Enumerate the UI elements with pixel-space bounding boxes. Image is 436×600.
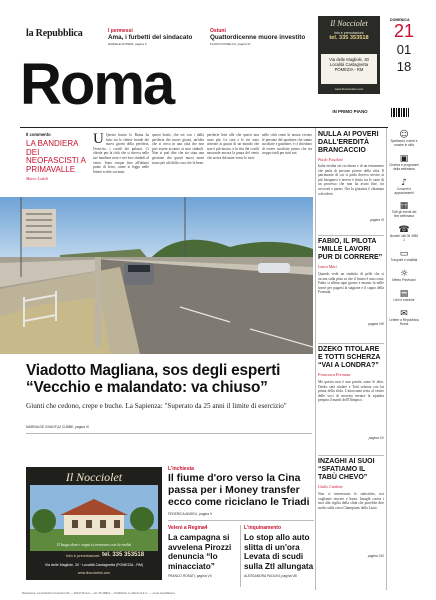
calendar-icon: ▦ [399, 201, 409, 212]
advert-phone: tel. 335 353518 [102, 552, 145, 558]
lead-rule [26, 433, 312, 434]
story-byline: FEDERICA ANGELI, pagina V [168, 512, 213, 516]
story-byline: FRANCO ROSATI, pagina VII [168, 574, 212, 579]
date-month: 01 [396, 42, 412, 57]
services-sidebar [389, 130, 419, 333]
advert-province: POMEZIA - RM [334, 67, 364, 72]
teaser-ama[interactable] [108, 28, 202, 46]
teaser-headline: Quattordicenne muore investito [210, 34, 306, 41]
right-article-poveri[interactable] [318, 131, 384, 222]
advert-info: Info e prenotazioni: [66, 553, 101, 558]
sidebar-item[interactable] [389, 249, 419, 263]
footer-strip [22, 591, 422, 596]
inchiesta-story[interactable] [168, 466, 314, 516]
divider [318, 235, 384, 236]
advert-web: www.ilnoccioleto.com [77, 571, 111, 575]
lead-deck: Giunti che cedono, crepe e buche. La Sapienza: "Superato da 25 anni il limite di esercizio" [26, 402, 287, 410]
advert-logo: Il Nocciolet [65, 470, 123, 484]
theater-icon: ☺ [399, 130, 409, 140]
advert-tagline: Il luogo dove i sogni si avverano con la realtà [57, 542, 131, 547]
article-page: pagina VIII [368, 322, 384, 326]
article-text: Ma questa non è una partita come le altre, Dzeko sarà titolare e Totti scherza con lui prima della sfida. L'attaccante resta al centro delle voci di mercato mentre la squadra prepara il match dell'Olimpico. [318, 380, 384, 403]
article-text: Italia eredita sei ricchezza e di un testamento che parla di persone povere della città. Il patrimonio di cui si parla doveva servire ai più bisognosi e invece è finito tra le carte di un processo che non ha avuto fine, tra avvocati e pareri. Ora la giustizia è chiamata a decidere. [318, 164, 384, 196]
barcode [391, 108, 409, 117]
book-icon: ▤ [399, 288, 409, 299]
right-article-pilota[interactable] [318, 238, 384, 326]
sidebar-item-text: Concerti e appuntamenti [394, 186, 414, 195]
advert-noccioleto-bottom[interactable] [26, 467, 162, 580]
advert-logo: Il Nocciolet [330, 19, 368, 28]
bus-icon: ▭ [399, 249, 409, 260]
story-kicker: Veleni a Regina4 [168, 525, 208, 531]
teaser-kicker: Ostuni [210, 28, 226, 34]
teaser-headline: Ama, i furbetti del sindacato [108, 34, 193, 41]
sidebar-item-text: Trasporti e viabilità [390, 258, 418, 263]
column-rule [315, 128, 316, 590]
date-box [386, 18, 422, 75]
divider [318, 455, 384, 456]
story-veleni[interactable] [168, 525, 238, 578]
sidebar-item[interactable] [389, 225, 419, 243]
advert-info: Info e prenotazioni: [333, 31, 365, 35]
lead-photo[interactable] [0, 197, 313, 354]
commento-col2: questi brutti, che sei con i dalla periferia dei nuovi giorni, un'idea che si cerca in una città che non può essere accanto ai suoi simboli. Non si può dire che sia stata una gestione che questi nuovi nomi siano più alti della cosa che fa bene. [152, 133, 204, 165]
sidebar-item[interactable] [389, 130, 419, 148]
footer-text: Redazione: via Cristoforo Colombo 90 — 00147 Roma — tel. 06 49821 — Pubblicità: A. Manzoni & C. — roma.repubblica.it [22, 591, 175, 595]
story-kicker: L'inquinamento [244, 525, 282, 531]
article-page: pagina XIX [367, 554, 384, 558]
advert-web: www.ilnoccioleto.com [334, 87, 364, 91]
story-inquinamento[interactable] [244, 525, 314, 578]
article-title: FABIO, IL PILOTA “MILLE LAVORI PUR DI CORRERE” [318, 238, 383, 261]
sidebar-item[interactable] [389, 309, 419, 327]
article-author: Laura Mari [318, 264, 337, 269]
advert-phone: tel. 335 353518 [329, 35, 369, 41]
commento-kicker: Il commento [26, 132, 51, 137]
movie-icon: ▣ [399, 153, 409, 164]
music-icon: ♪ [401, 177, 407, 188]
teaser-ostuni[interactable] [210, 28, 310, 46]
divider [240, 525, 241, 587]
teaser-byline: FLAVIO FUNIELLO, pagina VI [210, 41, 251, 46]
sidebar-rule [386, 128, 387, 590]
teaser-kicker: I permessi [108, 28, 133, 34]
commento-col1 [93, 133, 149, 195]
date-year: 18 [396, 59, 412, 74]
distant-car [258, 263, 290, 273]
viaduct-photo [0, 197, 313, 354]
mail-icon: ✉ [400, 308, 408, 319]
date-weekday: DOMENICA [390, 18, 410, 22]
article-page: pagina XV [368, 436, 384, 440]
city-title: Roma [20, 52, 174, 117]
date-day: 21 [393, 21, 415, 41]
sidebar-item-text: Numeri utili 06 4982 1 [389, 234, 419, 243]
story-byline: ALESSANDRA PAOLINI, pagina VIII [244, 574, 298, 579]
story-kicker: L'inchiesta [168, 466, 194, 472]
divider [168, 520, 314, 521]
advert-noccioleto-top[interactable] [318, 16, 380, 94]
article-author: Giulio Cardone [318, 484, 344, 489]
commento-title: LA BANDIERA DEI NEOFASCISTI A PRIMAVALLE [26, 139, 86, 174]
commento-author: Marco Lodoli [26, 176, 48, 182]
right-article-dzeko[interactable] [318, 346, 384, 440]
lead-headline[interactable]: Viadotto Magliana, sos degli esperti “Vecchio e malandato: va chiuso” [26, 362, 281, 396]
column-text: Questo brutto lo Roma ha fatto tra le chiuse fronde dei nuovi giorni della periferia, l'esercito, i cortili dei palazzi. Ci chiede per la città che si ritrova nelle sue bandiere nere e nei loro simboli al vento. Sono cinque fino all'ultimo ponte di ferro, come si legge nelle lettere scritte sui muri. [93, 133, 149, 174]
phone-icon: ☎ [398, 225, 410, 236]
commento-col4: nelle città come la nostra vivono le persone del quartiere che sanno ascoltare e guardare, e ci chiedono di essere ascoltate prima che sia troppo tardi per tutti noi. [262, 133, 312, 156]
lead-byline: MARINA DE GHANTUZ CUBBE, pagina III [26, 425, 89, 429]
article-author: Francesca Ferrazza [318, 372, 351, 377]
repubblica-logo: la Repubblica [26, 28, 83, 39]
in-primo-piano-label: IN PRIMO PIANO [332, 109, 368, 114]
sidebar-item-text: Libri e rubriche [393, 297, 415, 302]
sidebar-item-text: Cinema e programmi della settimana [389, 162, 419, 171]
commento-col3: periferie lette alle che questi non sono più. Le case e le vie sono arrivate ai guasti di un mondo che non è più nostro, e la vita dei cortili nasconde ancora la paura del vento che arriva dal mare verso le torri. [207, 133, 259, 160]
story-headline: La campagna si avvelena Pirozzi denuncia “Io minacciato” [168, 533, 232, 571]
story-headline: Lo stop allo auto slitta di un'ora Levata di scudi sulla Ztl allungata [244, 533, 314, 571]
story-headline: Il fiume d'oro verso la Cina passa per i Money transfer ecco come riciclano le Triadi [168, 473, 310, 508]
commento-block[interactable] [26, 132, 86, 181]
right-article-inzaghi[interactable] [318, 458, 384, 558]
sun-icon: ☼ [399, 268, 409, 279]
sidebar-item-text: Spettacoli, eventi e mostre in città [390, 139, 418, 147]
masthead-rule [20, 127, 388, 128]
sidebar-item[interactable] [389, 154, 419, 172]
advert-address: Via delle Magliole, 30 · Località Castagnetta (POMEZIA - RM) [44, 563, 144, 567]
sidebar-item-text: Tutti gli eventi del fine settimana [391, 210, 417, 219]
article-author: Paolo Foschini [318, 157, 343, 162]
advert-locality: Località Castagnetta [329, 62, 369, 67]
teaser-byline: DANIELE AUTIERI, pagina II [108, 41, 147, 46]
advert-address-box [321, 54, 377, 84]
article-title: INZAGHI AI SUOI “SFATIAMO IL TABÙ CHEVO” [318, 458, 375, 481]
dropcap: U [93, 133, 104, 147]
sidebar-item[interactable] [389, 201, 419, 219]
sidebar-item-text: Lettere a Repubblica Roma [389, 317, 419, 326]
article-title: DZEKO TITOLARE E TOTTI SCHERZA “VAI A LONDRA?” [318, 346, 381, 369]
divider [318, 343, 384, 344]
sidebar-item-text: Meteo Previsioni [392, 277, 416, 282]
article-page: pagina VI [370, 218, 384, 222]
sidebar-item[interactable] [389, 289, 419, 303]
sidebar-item[interactable] [389, 269, 419, 283]
article-text: Non ci interessano le statistiche, noi vogliamo vincere e basta. Inzaghi carica i suoi alla vigilia della sfida che potrebbe dire molto sulla corsa Champions della Lazio. [318, 492, 384, 510]
advert-address: Via delle Magliole, 30 [329, 57, 369, 62]
article-text: Quando vede un simbolo di pelle che si oscura sulla pista sa che il futuro è una corsa; Fabio si allena ogni giorno e intanto fa mille lavori per pagarsi la stagione e il sogno della Formula. [318, 272, 384, 295]
article-title: NULLA AI POVERI DALL'EREDITÀ BRANCACCIO [318, 131, 379, 154]
sidebar-item[interactable] [389, 178, 419, 196]
